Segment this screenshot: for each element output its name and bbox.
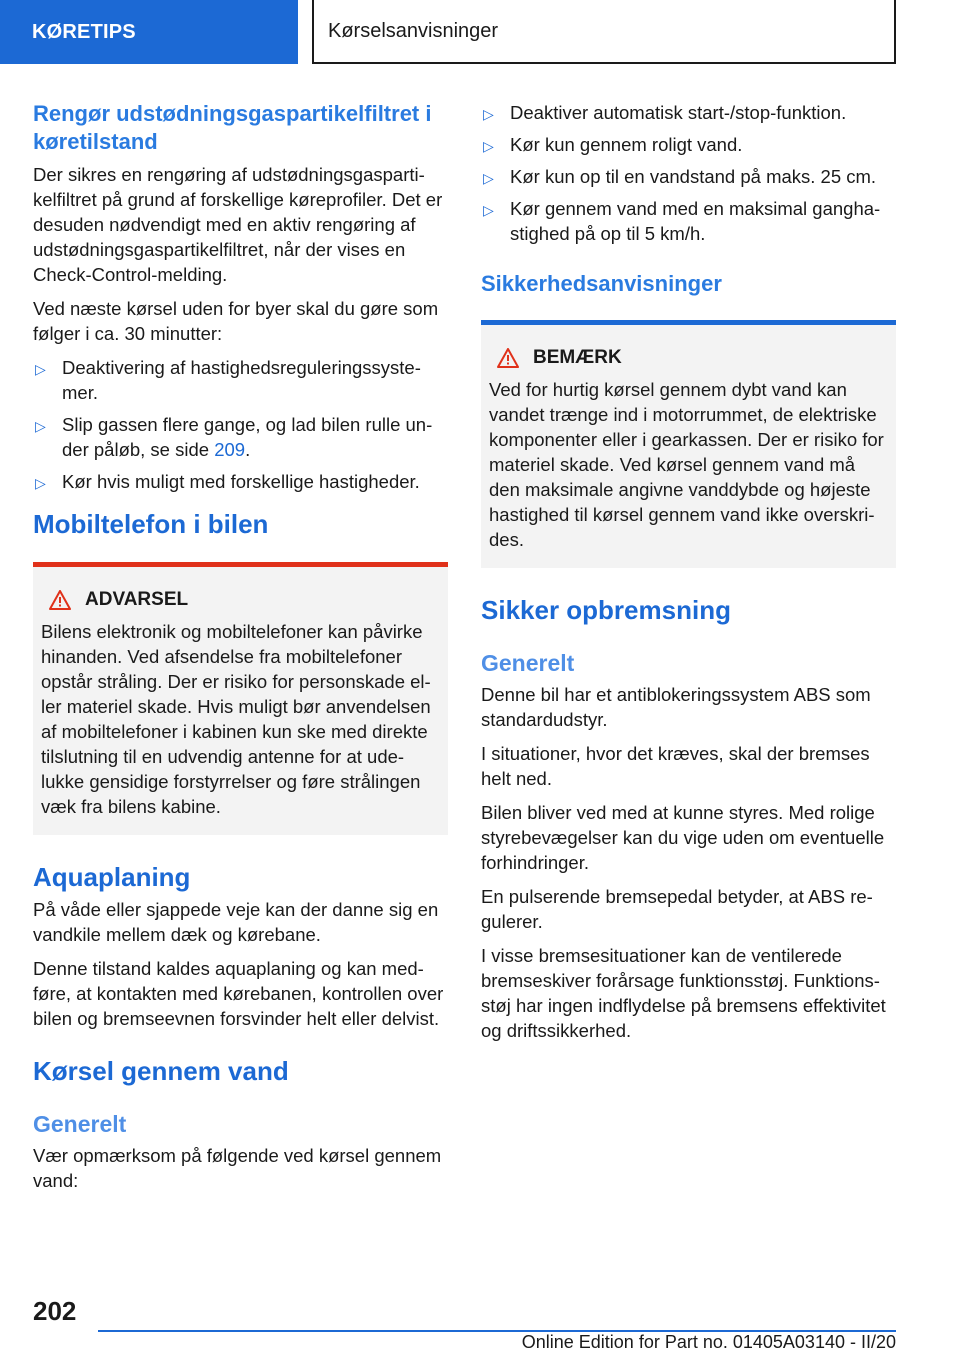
paragraph: I situationer, hvor det kræves, skal der bremses helt ned. xyxy=(481,743,870,789)
paragraph: Der sikres en rengøring af udstødningsgaspartikelfiltret på grund af forskellige køreprofiler. Det er desuden nødvendigt med en aktiv rengøring af udstødningsgaspartikelfiltret, når der vises en Check-Control-melding. xyxy=(33,164,443,285)
warning-box xyxy=(33,562,448,835)
subheading-general: Generelt xyxy=(481,650,575,676)
triangle-right-icon: ▷ xyxy=(35,361,46,377)
paragraph: Ved næste kørsel uden for byer skal du gøre som følger i ca. 30 minutter: xyxy=(33,298,439,344)
paragraph: Bilen bliver ved med at kunne styres. Med rolige styrebevægelser kan du vige uden om eventuelle forhindringer. xyxy=(481,802,885,873)
heading-water-driving: Kørsel gennem vand xyxy=(33,1056,289,1086)
section-header xyxy=(312,0,896,64)
paragraph: Denne bil har et antiblokeringssystem ABS som standardudstyr. xyxy=(481,684,871,730)
list-item: ▷ Kør kun op til en vandstand på maks. 25 cm. xyxy=(481,164,896,189)
edition-footer: Online Edition for Part no. 01405A03140 - II/20 xyxy=(521,1332,896,1352)
warning-triangle-icon xyxy=(497,348,519,368)
heading-aquaplaning: Aquaplaning xyxy=(33,862,191,892)
heading-mobile-phone: Mobiltelefon i bilen xyxy=(33,509,269,539)
list-item: ▷ Slip gassen flere gange, og lad bilen rulle under påløb, se side 209. xyxy=(35,414,433,460)
triangle-right-icon: ▷ xyxy=(483,106,494,122)
triangle-right-icon: ▷ xyxy=(483,202,494,218)
triangle-right-icon: ▷ xyxy=(483,138,494,154)
paragraph: Denne tilstand kaldes aquaplaning og kan medføre, at kontakten med kørebanen, kontrollen over bilen og bremseevnen forsvinder helt eller delvist. xyxy=(33,958,444,1029)
right-column xyxy=(481,100,896,1052)
triangle-right-icon: ▷ xyxy=(483,170,494,186)
triangle-right-icon: ▷ xyxy=(35,475,46,491)
warning-triangle-icon xyxy=(49,590,71,610)
paragraph: Vær opmærksom på følgende ved kørsel gennem vand: xyxy=(33,1145,442,1191)
paragraph: På våde eller sjappede veje kan der danne sig en vandkile mellem dæk og kørebane. xyxy=(33,899,439,945)
notice-box xyxy=(481,320,896,568)
page-number: 202 xyxy=(33,1296,77,1326)
left-column xyxy=(33,100,448,1202)
warning-title: ADVARSEL xyxy=(41,589,440,611)
triangle-right-icon: ▷ xyxy=(35,418,46,434)
bullet-list xyxy=(33,355,448,494)
heading-safety: Sikkerhedsanvisninger xyxy=(481,271,722,296)
heading-exhaust-filter: Rengør udstødningsgaspartikelfiltret i køretilstand xyxy=(33,101,432,154)
bullet-list xyxy=(481,100,896,246)
notice-title: BEMÆRK xyxy=(489,347,888,369)
chapter-tab[interactable] xyxy=(0,0,298,64)
list-item: ▷ Kør kun gennem roligt vand. xyxy=(481,132,896,157)
paragraph: En pulserende bremsepedal betyder, at ABS regulerer. xyxy=(481,886,873,932)
heading-safe-braking: Sikker opbremsning xyxy=(481,595,731,625)
page-reference-link[interactable]: 209 xyxy=(214,439,246,460)
list-item: ▷ Kør hvis muligt med forskellige hastigheder. xyxy=(33,469,448,494)
paragraph: I visse bremsesituationer kan de ventilerede bremseskiver forårsage funktionsstøj. Funktionsstøj har ingen indflydelse på bremsens effektivitet og driftssikkerhed. xyxy=(481,945,886,1041)
notice-text: Ved for hurtig kørsel gennem dybt vand kan vandet trænge ind i motorrummet, de elektriske komponenter eller i gearkassen. Der er risiko for materiel skade. Ved kørsel gennem vand må den maksimale angivne vanddybde og højeste hastighed til kørsel gennem vand ikke overskrides. xyxy=(489,379,884,550)
list-item: ▷ Deaktiver automatisk start-/stop-funktion. xyxy=(481,100,896,125)
warning-text: Bilens elektronik og mobiltelefoner kan påvirke hinanden. Ved afsendelse fra mobiltelefoner opstår stråling. Der er risiko for personskade eller materiel skade. Hvis muligt bør anvendelsen af mobiltelefoner i kabinen kun ske med direkte tilslutning til en udvendig antenne for at udelukke gensidige forstyrrelser og føre strålingen væk fra bilens kabine. xyxy=(41,621,431,817)
chapter-label: KØRETIPS xyxy=(32,20,136,43)
list-item: ▷ Deaktivering af hastighedsreguleringssystemer. xyxy=(35,357,421,403)
section-label: Kørselsanvisninger xyxy=(328,19,499,42)
list-item: ▷ Kør gennem vand med en maksimal ganghastighed på op til 5 km/h. xyxy=(483,198,881,244)
subheading-general: Generelt xyxy=(33,1111,127,1137)
